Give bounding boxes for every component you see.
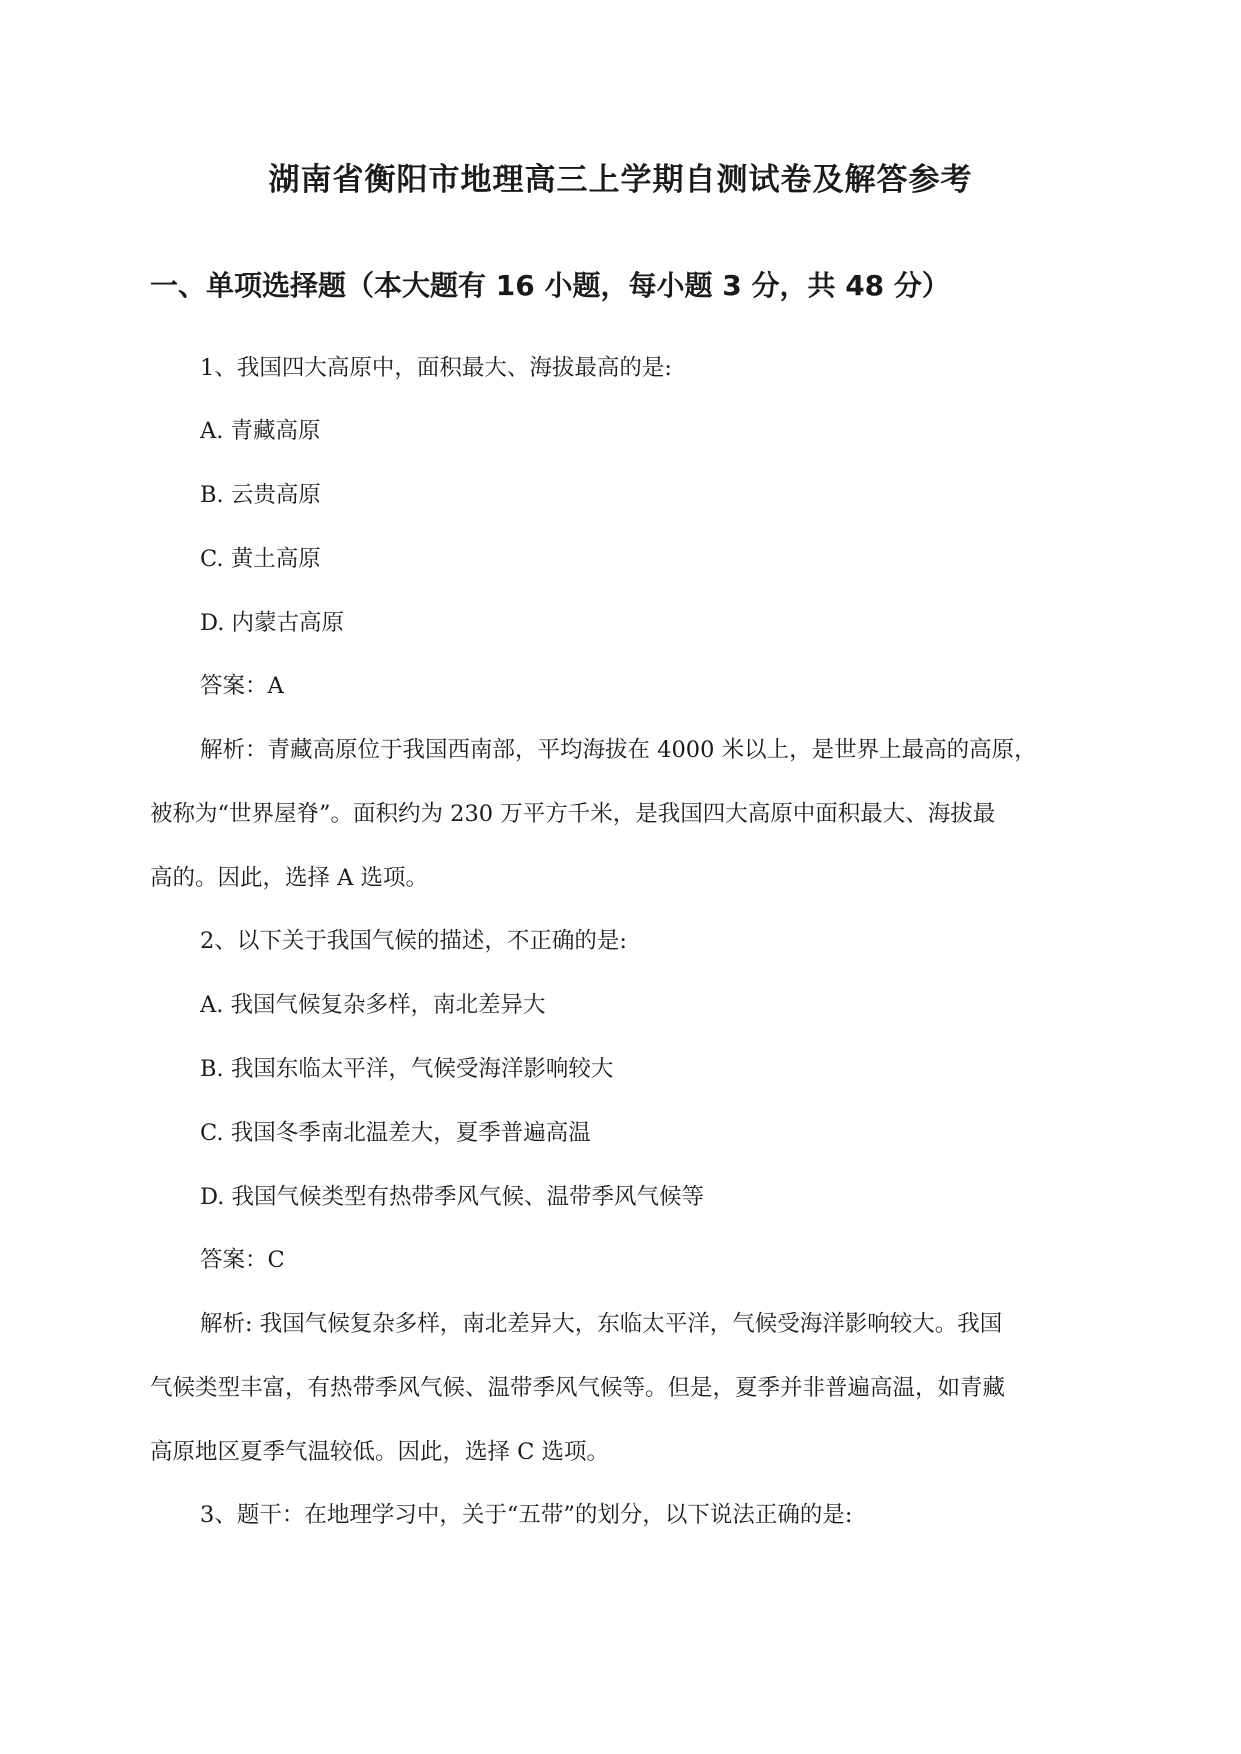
question-2-option-c: C. 我国冬季南北温差大，夏季普遍高温 bbox=[200, 1120, 591, 1146]
document-title: 湖南省衡阳市地理高三上学期自测试卷及解答参考 bbox=[268, 162, 973, 198]
question-1-stem: 1、我国四大高原中，面积最大、海拔最高的是: bbox=[200, 355, 672, 381]
question-1-option-c: C. 黄土高原 bbox=[200, 546, 321, 572]
question-2-option-d: D. 我国气候类型有热带季风气候、温带季风气候等 bbox=[200, 1184, 705, 1210]
question-2-analysis-line-1: 解析: 我国气候复杂多样，南北差异大，东临太平洋，气候受海洋影响较大。我国 bbox=[200, 1311, 1003, 1337]
question-3-stem: 3、题干：在地理学习中，关于“五带”的划分，以下说法正确的是: bbox=[200, 1502, 853, 1528]
section-heading: 一、单项选择题（本大题有 16 小题，每小题 3 分，共 48 分） bbox=[150, 269, 950, 302]
question-2-analysis-line-2: 气候类型丰富，有热带季风气候、温带季风气候等。但是，夏季并非普遍高温，如青藏 bbox=[150, 1375, 1006, 1401]
question-2-answer: 答案：C bbox=[200, 1247, 285, 1273]
question-2-option-b: B. 我国东临太平洋，气候受海洋影响较大 bbox=[200, 1056, 614, 1082]
question-1-analysis-line-2: 被称为“世界屋脊”。面积约为 230 万平方千米，是我国四大高原中面积最大、海拔最 bbox=[150, 801, 996, 827]
question-1-option-a: A. 青藏高原 bbox=[200, 418, 321, 444]
question-1-analysis-line-3: 高的。因此，选择 A 选项。 bbox=[150, 865, 429, 891]
question-1-option-d: D. 内蒙古高原 bbox=[200, 610, 345, 636]
question-1-analysis-line-1: 解析：青藏高原位于我国西南部，平均海拔在 4000 米以上，是世界上最高的高原， bbox=[200, 737, 1037, 763]
question-2-option-a: A. 我国气候复杂多样，南北差异大 bbox=[200, 992, 546, 1018]
question-1-option-b: B. 云贵高原 bbox=[200, 482, 321, 508]
question-2-stem: 2、以下关于我国气候的描述，不正确的是: bbox=[200, 928, 627, 954]
question-1-answer: 答案：A bbox=[200, 673, 284, 699]
question-2-analysis-line-3: 高原地区夏季气温较低。因此，选择 C 选项。 bbox=[150, 1439, 610, 1465]
